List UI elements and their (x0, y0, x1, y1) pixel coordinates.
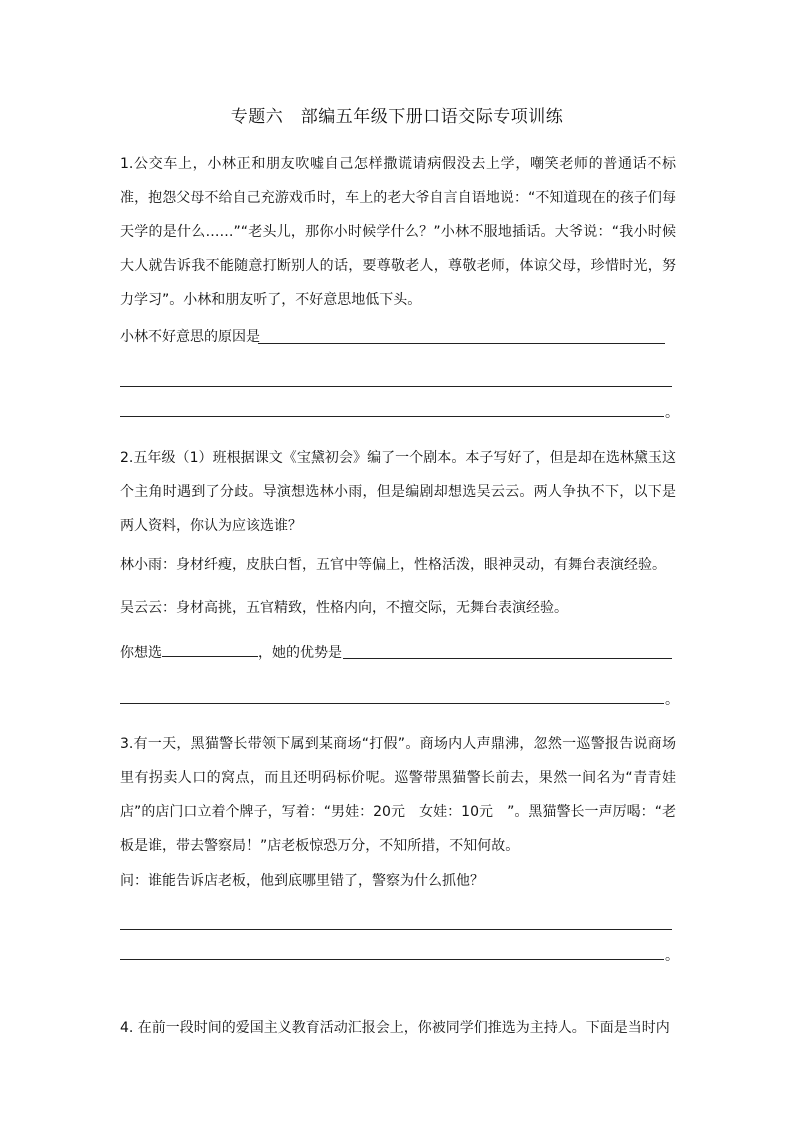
choice-blank[interactable] (162, 642, 258, 657)
question-1-prompt: 小林不好意思的原因是 (120, 329, 260, 345)
question-3-prompt: 问：谁能告诉店老板，他到底哪里错了，警察为什么抓他？ (120, 873, 484, 889)
question-3-text: 3.有一天，黑猫警长带领下属到某商场“打假”。商场内人声鼎沸，忽然一巡警报告说商场里有拐卖人口的窝点，而且还明码标价呢。巡警带黑猫警长前去，果然一间名为“青青娃店”的店门口立着个牌子，写着：“男娃：20元 女娃：10元 ”。黑猫警长一声厉喝：“老板是谁，带去警察局！”店老板惊恐万分，不知所措，不知何故。 (120, 736, 676, 854)
end-period: 。 (665, 692, 679, 708)
question-2-prompt-b: ，她的优势是 (258, 645, 342, 661)
page-title: 专题六 部编五年级下册口语交际专项训练 (230, 107, 564, 127)
end-period: 。 (665, 948, 679, 964)
answer-line[interactable] (120, 703, 664, 704)
answer-line[interactable] (120, 959, 664, 960)
answer-line[interactable] (258, 343, 665, 344)
answer-line[interactable] (120, 386, 672, 387)
end-period: 。 (665, 405, 679, 421)
question-2-info-2: 吴云云：身材高挑，五官精致，性格内向，不擅交际，无舞台表演经验。 (120, 600, 568, 616)
answer-line[interactable] (343, 658, 672, 659)
question-2-prompt-a: 你想选 (120, 645, 162, 661)
question-2-prompt-row (120, 642, 342, 663)
question-2-info-1: 林小雨：身材纤瘦，皮肤白皙，五官中等偏上，性格活泼，眼神灵动，有舞台表演经验。 (120, 557, 666, 573)
answer-line[interactable] (120, 416, 664, 417)
answer-line[interactable] (120, 929, 672, 930)
question-2-text: 2.五年级（1）班根据课文《宝黛初会》编了一个剧本。本子写好了，但是却在选林黛玉这个主角时遇到了分歧。导演想选林小雨，但是编剧却想选吴云云。两人争执不下，以下是两人资料，你认为应该选谁？ (120, 450, 676, 534)
question-1-text: 1.公交车上，小林正和朋友吹嘘自己怎样撒谎请病假没去上学，嘲笑老师的普通话不标准，抱怨父母不给自己充游戏币时，车上的老大爷自言自语地说：“不知道现在的孩子们每天学的是什么……”“老头儿，那你小时候学什么？”小林不服地插话。大爷说：“我小时候大人就告诉我不能随意打断别人的话，要尊敬老人，尊敬老师，体谅父母，珍惜时光，努力学习”。小林和朋友听了，不好意思地低下头。 (120, 156, 676, 308)
question-4-text: 4. 在前一段时间的爱国主义教育活动汇报会上，你被同学们推选为主持人。下面是当时内 (120, 1020, 670, 1036)
